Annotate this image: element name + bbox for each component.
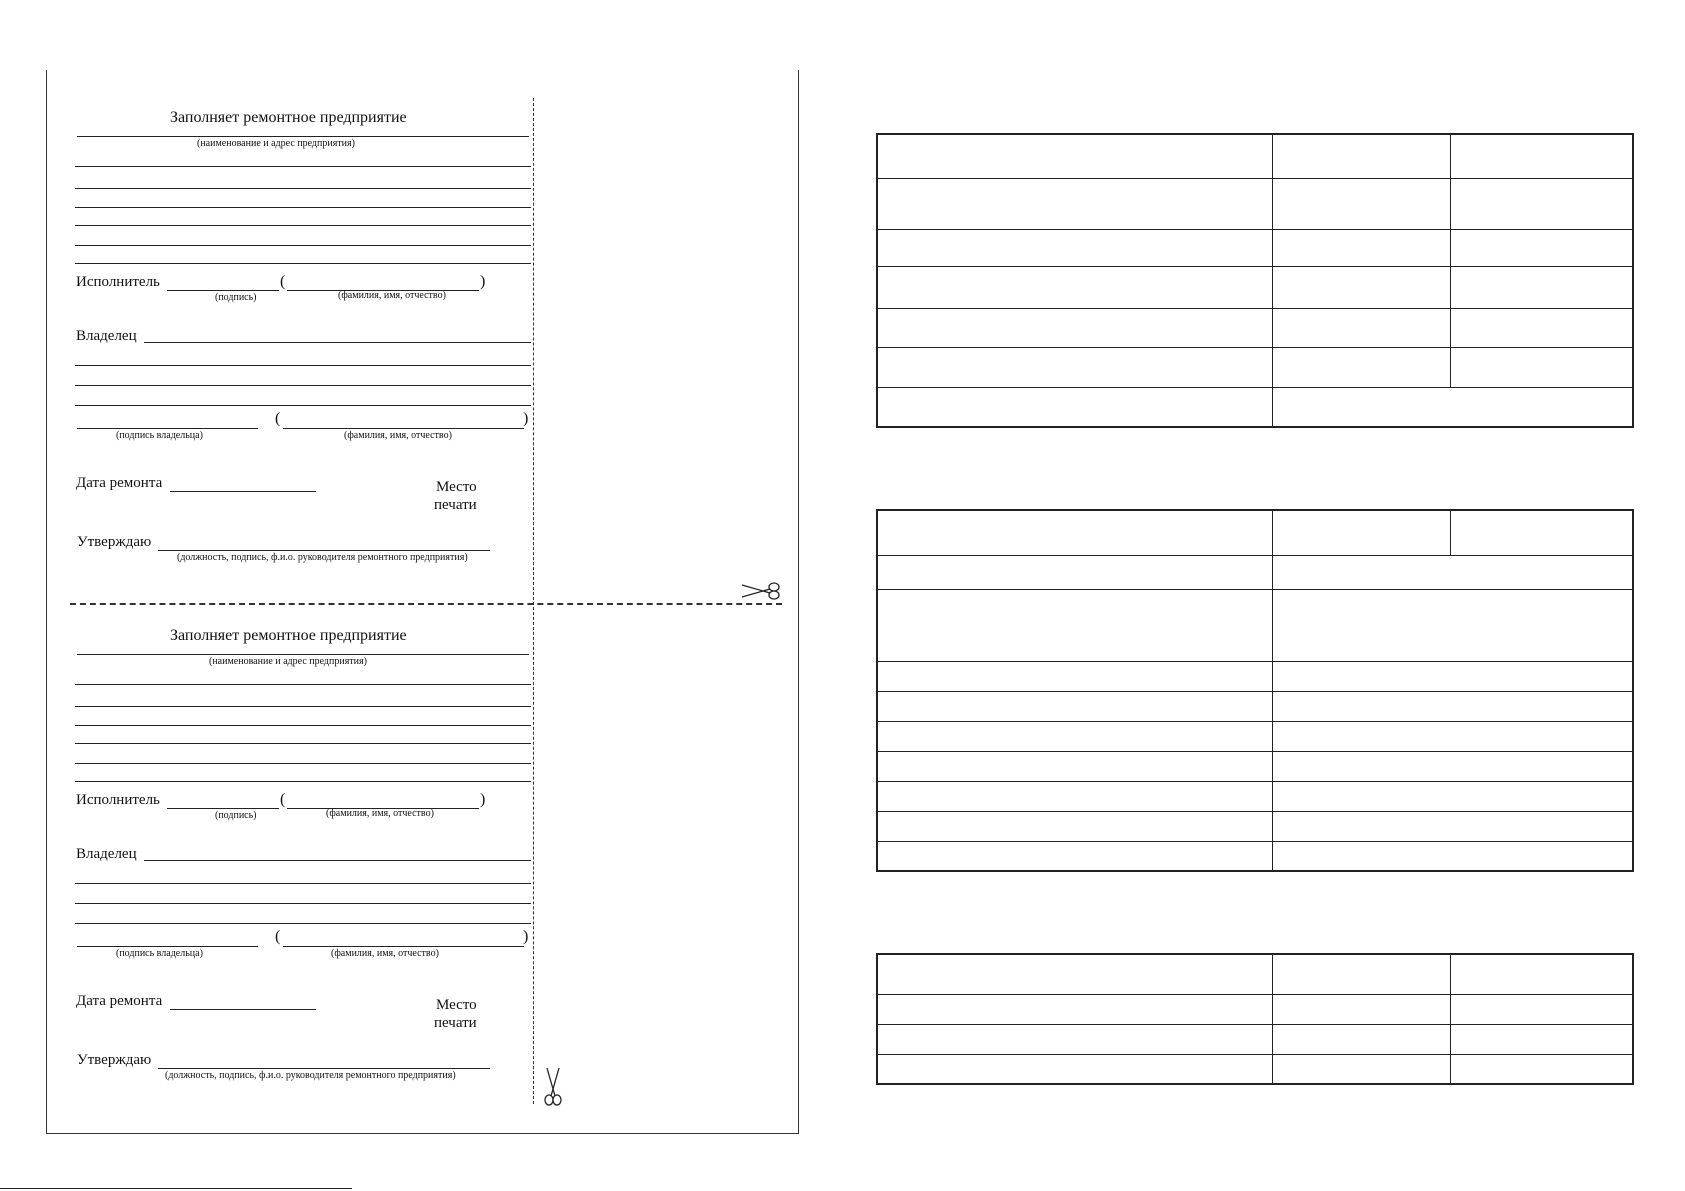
table-cell[interactable] xyxy=(1272,387,1633,427)
blank-table-1 xyxy=(876,133,1634,428)
table-row xyxy=(877,510,1633,555)
table-cell[interactable] xyxy=(1272,348,1450,388)
table-cell[interactable] xyxy=(1272,1054,1450,1084)
table-cell[interactable] xyxy=(1272,661,1633,691)
signature-caption: (подпись) xyxy=(215,292,257,303)
coupon-lower xyxy=(0,518,800,1081)
repair-date-line xyxy=(170,1009,316,1010)
repair-date-label: Дата ремонта xyxy=(76,475,163,491)
table-cell[interactable] xyxy=(1272,134,1450,178)
table-cell[interactable] xyxy=(877,266,1272,308)
table-row xyxy=(877,691,1633,721)
table-cell[interactable] xyxy=(1450,1054,1633,1084)
signature-line xyxy=(167,290,279,291)
table-cell[interactable] xyxy=(1272,266,1450,308)
table-row xyxy=(877,1024,1633,1054)
open-paren: ( xyxy=(280,273,286,290)
table-row xyxy=(877,811,1633,841)
table-row xyxy=(877,841,1633,871)
close-paren: ) xyxy=(480,791,486,808)
bottom-rule xyxy=(0,1188,352,1189)
table-row xyxy=(877,266,1633,308)
table-cell[interactable] xyxy=(1450,348,1633,388)
table-row xyxy=(877,178,1633,229)
blank-line xyxy=(75,245,531,246)
table-row xyxy=(877,721,1633,751)
stamp-place-label: печати xyxy=(434,1015,477,1031)
table-cell[interactable] xyxy=(1272,751,1633,781)
signature-caption: (подпись) xyxy=(215,810,257,821)
performer-label: Исполнитель xyxy=(76,792,160,808)
repair-date-line xyxy=(170,491,316,492)
table-cell[interactable] xyxy=(1272,994,1450,1024)
table-cell[interactable] xyxy=(1450,308,1633,348)
fio-caption: (фамилия, имя, отчество) xyxy=(326,808,434,819)
blank-line xyxy=(75,263,531,264)
table-cell[interactable] xyxy=(877,661,1272,691)
table-cell[interactable] xyxy=(877,781,1272,811)
blank-line xyxy=(75,365,531,366)
stamp-place-label: Место xyxy=(436,479,477,495)
owner-label: Владелец xyxy=(76,328,137,344)
owner-fio-line xyxy=(283,946,524,947)
coupon-heading: Заполняет ремонтное предприятие xyxy=(170,627,407,644)
table-cell[interactable] xyxy=(877,1054,1272,1084)
enterprise-caption: (наименование и адрес предприятия) xyxy=(209,656,367,667)
coupon-upper xyxy=(0,0,800,563)
table-cell[interactable] xyxy=(877,134,1272,178)
fio-caption: (фамилия, имя, отчество) xyxy=(344,430,452,441)
table-cell[interactable] xyxy=(1272,1024,1450,1054)
table-cell[interactable] xyxy=(1272,555,1633,589)
stamp-place-label: Место xyxy=(436,997,477,1013)
approve-label: Утверждаю xyxy=(77,534,152,550)
close-paren: ) xyxy=(480,273,486,290)
blank-line xyxy=(75,225,531,226)
repair-date-label: Дата ремонта xyxy=(76,993,163,1009)
table-cell[interactable] xyxy=(1272,229,1450,266)
blank-line xyxy=(75,207,531,208)
table-cell[interactable] xyxy=(877,229,1272,266)
table-cell[interactable] xyxy=(1272,721,1633,751)
table-cell[interactable] xyxy=(877,811,1272,841)
table-cell[interactable] xyxy=(877,1024,1272,1054)
table-cell[interactable] xyxy=(877,841,1272,871)
table-cell[interactable] xyxy=(877,510,1272,555)
table-cell[interactable] xyxy=(1450,178,1633,229)
table-cell[interactable] xyxy=(877,555,1272,589)
table-cell[interactable] xyxy=(1272,308,1450,348)
table-cell[interactable] xyxy=(877,691,1272,721)
table-cell[interactable] xyxy=(1450,954,1633,994)
table-row xyxy=(877,308,1633,348)
open-paren: ( xyxy=(275,928,281,945)
table-cell[interactable] xyxy=(877,721,1272,751)
blank-line xyxy=(75,166,531,167)
table-cell[interactable] xyxy=(1272,691,1633,721)
table-cell[interactable] xyxy=(1272,781,1633,811)
enterprise-line xyxy=(77,136,529,137)
table-cell[interactable] xyxy=(1450,229,1633,266)
open-paren: ( xyxy=(280,791,286,808)
table-row xyxy=(877,954,1633,994)
table-cell[interactable] xyxy=(1272,589,1633,661)
approve-line xyxy=(158,1068,490,1069)
table-cell[interactable] xyxy=(1450,510,1633,555)
owner-signature-line xyxy=(77,428,258,429)
blank-line xyxy=(75,405,531,406)
scissors-icon xyxy=(542,1066,564,1108)
table-cell[interactable] xyxy=(877,348,1272,388)
blank-table-2 xyxy=(876,509,1634,872)
table-cell[interactable] xyxy=(877,994,1272,1024)
table-row xyxy=(877,781,1633,811)
blank-line xyxy=(75,706,531,707)
owner-fio-line xyxy=(283,428,524,429)
enterprise-caption: (наименование и адрес предприятия) xyxy=(197,138,355,149)
owner-line xyxy=(144,342,531,343)
fio-caption: (фамилия, имя, отчество) xyxy=(331,948,439,959)
signature-line xyxy=(167,808,279,809)
blank-line xyxy=(75,781,531,782)
owner-line xyxy=(144,860,531,861)
owner-label: Владелец xyxy=(76,846,137,862)
owner-signature-caption: (подпись владельца) xyxy=(116,430,203,441)
table-cell[interactable] xyxy=(1450,134,1633,178)
table-row xyxy=(877,229,1633,266)
table-cell[interactable] xyxy=(1450,994,1633,1024)
fio-caption: (фамилия, имя, отчество) xyxy=(338,290,446,301)
table-cell[interactable] xyxy=(877,178,1272,229)
table-cell[interactable] xyxy=(877,751,1272,781)
table-cell[interactable] xyxy=(1272,178,1450,229)
blank-table-3 xyxy=(876,953,1634,1085)
table-cell[interactable] xyxy=(1272,954,1450,994)
open-paren: ( xyxy=(275,410,281,427)
table-row xyxy=(877,1054,1633,1084)
table-row xyxy=(877,661,1633,691)
table-cell[interactable] xyxy=(877,308,1272,348)
blank-line xyxy=(75,883,531,884)
close-paren: ) xyxy=(523,928,529,945)
table-row xyxy=(877,555,1633,589)
approve-caption: (должность, подпись, ф.и.о. руководителя ремонтного предприятия) xyxy=(177,552,468,563)
blank-line xyxy=(75,725,531,726)
enterprise-line xyxy=(77,654,529,655)
blank-line xyxy=(75,923,531,924)
table-cell[interactable] xyxy=(1450,1024,1633,1054)
blank-line xyxy=(75,684,531,685)
performer-label: Исполнитель xyxy=(76,274,160,290)
table-cell[interactable] xyxy=(877,954,1272,994)
stamp-place-label: печати xyxy=(434,497,477,513)
blank-line xyxy=(75,903,531,904)
close-paren: ) xyxy=(523,410,529,427)
owner-signature-line xyxy=(77,946,258,947)
blank-line xyxy=(75,385,531,386)
table-cell[interactable] xyxy=(877,589,1272,661)
table-cell[interactable] xyxy=(1272,811,1633,841)
approve-label: Утверждаю xyxy=(77,1052,152,1068)
table-row xyxy=(877,134,1633,178)
table-cell[interactable] xyxy=(877,387,1272,427)
table-row xyxy=(877,348,1633,388)
blank-line xyxy=(75,743,531,744)
table-row xyxy=(877,751,1633,781)
table-cell[interactable] xyxy=(1272,841,1633,871)
coupon-heading: Заполняет ремонтное предприятие xyxy=(170,109,407,126)
table-row xyxy=(877,994,1633,1024)
approve-caption: (должность, подпись, ф.и.о. руководителя ремонтного предприятия) xyxy=(165,1070,456,1081)
table-cell[interactable] xyxy=(1272,510,1450,555)
blank-line xyxy=(75,763,531,764)
table-cell[interactable] xyxy=(1450,266,1633,308)
owner-signature-caption: (подпись владельца) xyxy=(116,948,203,959)
table-row xyxy=(877,589,1633,661)
table-row xyxy=(877,387,1633,427)
blank-line xyxy=(75,188,531,189)
